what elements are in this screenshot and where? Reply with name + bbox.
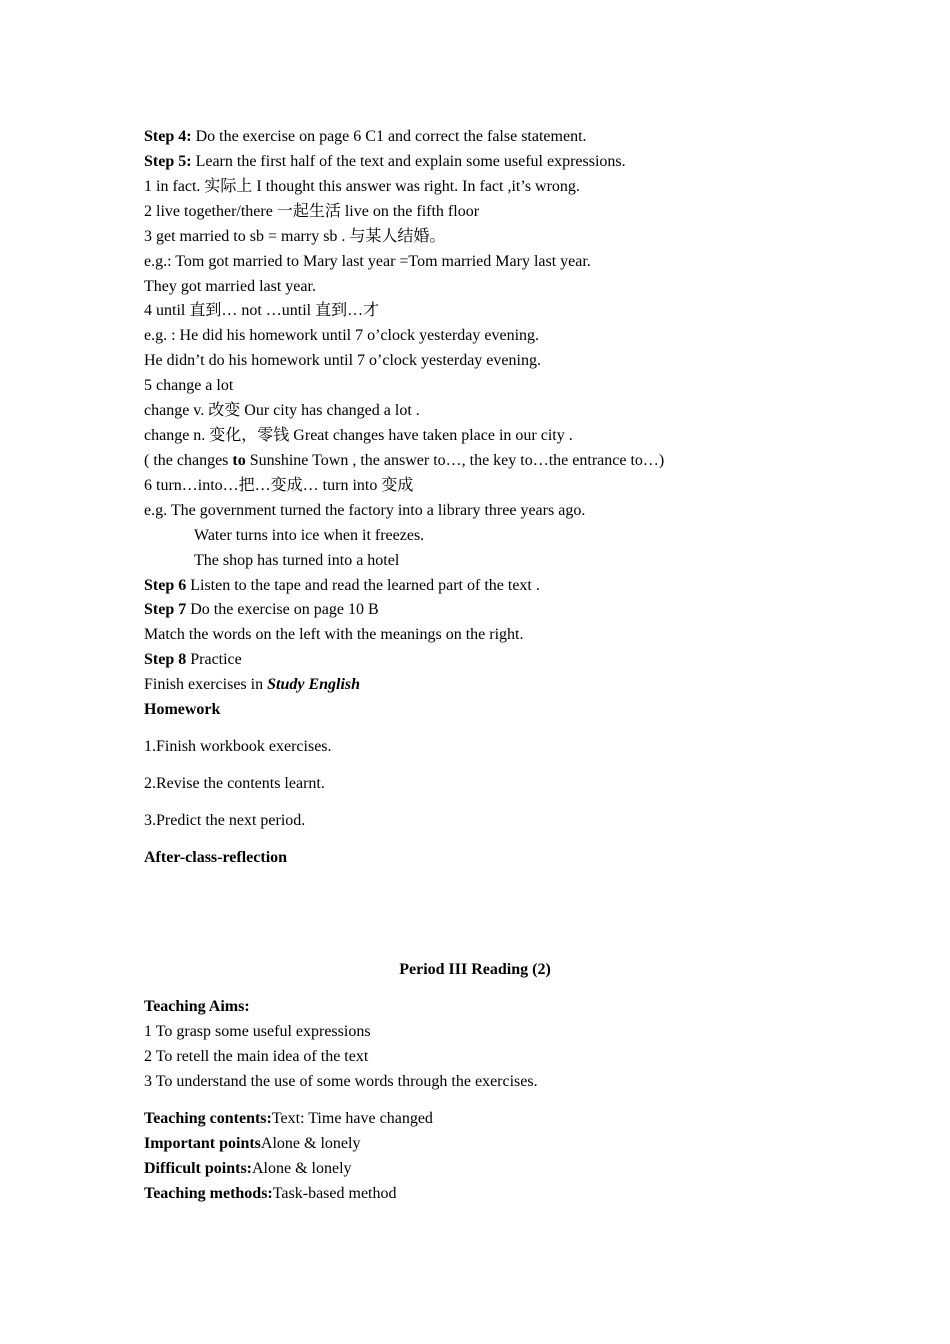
text-line: e.g.: Tom got married to Mary last year =Tom married Mary last year. — [144, 253, 591, 270]
step-5 — [144, 152, 626, 172]
field-label: Important points — [144, 1135, 261, 1152]
text-line: 1 in fact. 实际上 I thought this answer was right. In fact ,it’s wrong. — [144, 178, 580, 195]
step-text: Do the exercise on page 6 C1 and correct the false statement. — [191, 128, 587, 145]
step-8 — [144, 650, 242, 670]
text-line: 3 get married to sb = marry sb . 与某人结婚。 — [144, 228, 446, 245]
text-line: He didn’t do his homework until 7 o’clock yesterday evening. — [144, 352, 541, 369]
reflection-heading: After-class-reflection — [144, 849, 288, 866]
aim-item: 3 To understand the use of some words through the exercises. — [144, 1073, 538, 1090]
field-value: Alone & lonely — [260, 1135, 361, 1152]
teaching-methods — [144, 1184, 397, 1204]
aim-item: 1 To grasp some useful expressions — [144, 1023, 371, 1040]
text-bold-segment: to — [232, 452, 246, 469]
text-line: They got married last year. — [144, 278, 316, 295]
important-points — [144, 1134, 360, 1154]
book-title: Study English — [267, 676, 361, 693]
field-label: Teaching methods: — [144, 1185, 273, 1202]
step-text: Practice — [186, 651, 242, 668]
homework-item: 1.Finish workbook exercises. — [144, 738, 332, 755]
field-value: Task-based method — [272, 1185, 397, 1202]
step-label: Step 5: — [144, 153, 192, 170]
field-value: Alone & lonely — [252, 1160, 352, 1177]
text-line: 2 live together/there 一起生活 live on the fifth floor — [144, 203, 480, 220]
field-value: Text: Time have changed — [271, 1110, 433, 1127]
period-title: Period III Reading (2) — [399, 961, 551, 978]
homework-item: 2.Revise the contents learnt. — [144, 775, 325, 792]
text-line: e.g. The government turned the factory into a library three years ago. — [144, 502, 586, 519]
step-label: Step 6 — [144, 577, 187, 594]
text-segment: ( the changes — [144, 452, 233, 469]
text-line — [144, 675, 360, 695]
step-label: Step 8 — [144, 651, 187, 668]
text-line: change n. 变化，零钱 Great changes have taken place in our city . — [144, 427, 573, 444]
aims-heading: Teaching Aims: — [144, 998, 250, 1015]
text-line: 6 turn…into…把…变成… turn into 变成 — [144, 477, 414, 494]
step-7 — [144, 600, 379, 620]
text-line: 4 until 直到… not …until 直到…才 — [144, 302, 380, 319]
text-line: change v. 改变 Our city has changed a lot . — [144, 402, 420, 419]
aim-item: 2 To retell the main idea of the text — [144, 1048, 369, 1065]
step-text: Do the exercise on page 10 B — [186, 601, 379, 618]
difficult-points — [144, 1159, 352, 1179]
text-segment: Sunshine Town , the answer to…, the key to…the entrance to…) — [245, 452, 665, 469]
homework-item: 3.Predict the next period. — [144, 812, 306, 829]
text-segment: Finish exercises in — [144, 676, 268, 693]
text-line: Match the words on the left with the meanings on the right. — [144, 626, 524, 643]
text-line: e.g. : He did his homework until 7 o’clock yesterday evening. — [144, 327, 540, 344]
field-label: Difficult points: — [144, 1160, 252, 1177]
teaching-contents — [144, 1109, 433, 1129]
field-label: Teaching contents: — [144, 1110, 272, 1127]
step-label: Step 4: — [144, 128, 192, 145]
text-line — [144, 451, 664, 471]
step-text: Learn the first half of the text and explain some useful expressions. — [191, 153, 626, 170]
homework-heading: Homework — [144, 701, 221, 718]
step-6 — [144, 576, 540, 596]
text-line: Water turns into ice when it freezes. — [194, 527, 425, 544]
text-line: The shop has turned into a hotel — [194, 552, 400, 569]
step-text: Listen to the tape and read the learned part of the text . — [186, 577, 540, 594]
text-line: 5 change a lot — [144, 377, 234, 394]
step-label: Step 7 — [144, 601, 187, 618]
step-4 — [144, 127, 587, 147]
